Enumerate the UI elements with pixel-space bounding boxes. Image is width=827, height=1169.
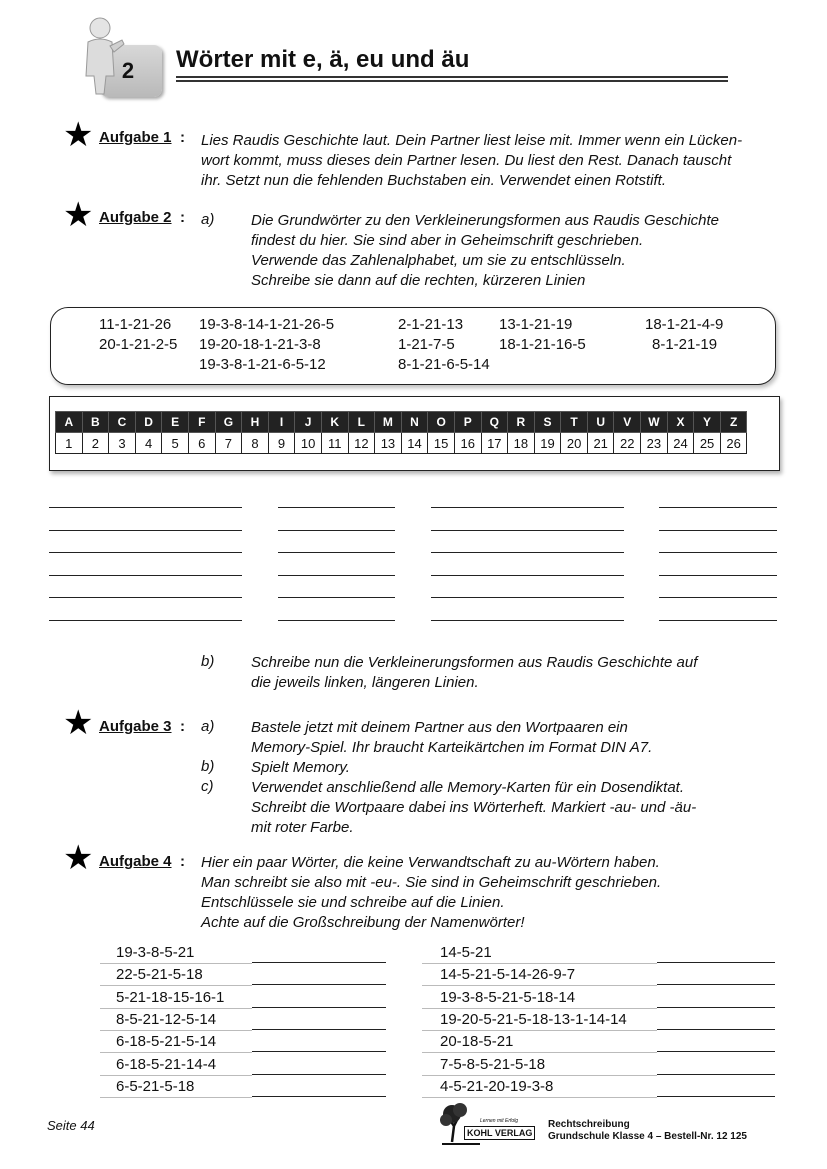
alphabet-letter: T xyxy=(561,412,588,433)
alphabet-letter: W xyxy=(641,412,668,433)
logo-tagline: Lernen mit Erfolg xyxy=(480,1118,519,1124)
code-word: 7-5-8-5-21-5-18 xyxy=(440,1055,546,1073)
code-word: 14-5-21 xyxy=(440,944,492,961)
alphabet-letter: O xyxy=(428,412,455,433)
row-separator xyxy=(100,1008,252,1009)
alphabet-number: 9 xyxy=(268,433,295,454)
task-label-colon: : xyxy=(180,129,185,146)
page-title: Wörter mit e, ä, eu und äu xyxy=(176,46,470,73)
answer-line[interactable] xyxy=(252,1051,386,1052)
answer-line[interactable] xyxy=(49,552,242,553)
alphabet-letter: L xyxy=(348,412,375,433)
alphabet-letter: G xyxy=(215,412,242,433)
title-underline xyxy=(176,80,728,82)
answer-line[interactable] xyxy=(431,507,624,508)
task-label-colon: : xyxy=(180,718,185,735)
alphabet-number: 17 xyxy=(481,433,508,454)
alphabet-number: 15 xyxy=(428,433,455,454)
answer-line[interactable] xyxy=(278,620,395,621)
alphabet-letter: I xyxy=(268,412,295,433)
alphabet-number: 24 xyxy=(667,433,694,454)
alphabet-number: 7 xyxy=(215,433,242,454)
alphabet-number: 14 xyxy=(401,433,428,454)
answer-line[interactable] xyxy=(252,1074,386,1075)
answer-line[interactable] xyxy=(49,530,242,531)
alphabet-letter: K xyxy=(321,412,348,433)
answer-line[interactable] xyxy=(657,1007,775,1008)
code-word: 19-3-8-1-21-6-5-12 xyxy=(199,356,326,373)
answer-line[interactable] xyxy=(659,597,777,598)
row-separator xyxy=(100,1030,252,1031)
answer-line[interactable] xyxy=(659,620,777,621)
alphabet-number: 3 xyxy=(109,433,136,454)
answer-line[interactable] xyxy=(431,575,624,576)
code-word: 13-1-21-19 xyxy=(499,316,573,333)
alphabet-number: 4 xyxy=(135,433,162,454)
answer-line[interactable] xyxy=(49,575,242,576)
star-icon: ★ xyxy=(63,196,94,234)
code-word: 18-1-21-4-9 xyxy=(645,316,724,333)
task-label: Aufgabe 4 xyxy=(99,853,172,870)
alphabet-number: 2 xyxy=(82,433,109,454)
alphabet-letter: D xyxy=(135,412,162,433)
answer-line[interactable] xyxy=(252,984,386,985)
sub-marker: b) xyxy=(201,758,215,775)
code-word: 19-20-18-1-21-3-8 xyxy=(199,336,321,353)
answer-line[interactable] xyxy=(657,962,775,963)
logo-name: KOHL VERLAG xyxy=(464,1126,535,1140)
alphabet-number: 10 xyxy=(295,433,322,454)
answer-line[interactable] xyxy=(49,620,242,621)
alphabet-letter: J xyxy=(295,412,322,433)
code-word: 19-3-8-5-21 xyxy=(116,944,195,961)
alphabet-number: 11 xyxy=(321,433,348,454)
answer-line[interactable] xyxy=(252,1007,386,1008)
answer-line[interactable] xyxy=(49,597,242,598)
row-separator xyxy=(422,1097,657,1098)
alphabet-number: 12 xyxy=(348,433,375,454)
sub-marker: b) xyxy=(201,653,215,670)
code-word: 19-20-5-21-5-18-13-1-14-14 xyxy=(440,1010,627,1028)
answer-line[interactable] xyxy=(278,552,395,553)
alphabet-number: 8 xyxy=(242,433,269,454)
task-label: Aufgabe 2 xyxy=(99,209,172,226)
alphabet-letter: F xyxy=(188,412,215,433)
answer-line[interactable] xyxy=(659,552,777,553)
number-alphabet-table xyxy=(55,411,747,454)
footer-order: Grundschule Klasse 4 – Bestell-Nr. 12 125 xyxy=(548,1131,747,1142)
row-separator xyxy=(100,1052,252,1053)
code-word: 6-5-21-5-18 xyxy=(116,1077,195,1095)
sub-marker: c) xyxy=(201,778,214,795)
answer-line[interactable] xyxy=(657,1051,775,1052)
row-separator xyxy=(422,1052,657,1053)
code-word: 11-1-21-26 xyxy=(99,316,172,333)
figure-icon xyxy=(78,16,128,98)
star-icon: ★ xyxy=(63,116,94,154)
alphabet-number: 19 xyxy=(534,433,561,454)
alphabet-number: 26 xyxy=(720,433,747,454)
alphabet-number: 13 xyxy=(375,433,402,454)
answer-line[interactable] xyxy=(657,1074,775,1075)
row-separator xyxy=(100,963,252,964)
code-word: 19-3-8-5-21-5-18-14 xyxy=(440,988,576,1006)
alphabet-letter: X xyxy=(667,412,694,433)
code-word: 1-21-7-5 xyxy=(398,336,455,353)
code-word: 8-5-21-12-5-14 xyxy=(116,1010,217,1028)
star-icon: ★ xyxy=(63,704,94,742)
alphabet-letter: H xyxy=(242,412,269,433)
code-word: 2-1-21-13 xyxy=(398,316,464,333)
row-separator xyxy=(422,1030,657,1031)
star-icon: ★ xyxy=(63,839,94,877)
sub-marker: a) xyxy=(201,718,215,735)
answer-line[interactable] xyxy=(278,597,395,598)
code-word: 5-21-18-15-16-1 xyxy=(116,988,225,1006)
answer-line[interactable] xyxy=(431,597,624,598)
alphabet-letter: M xyxy=(375,412,402,433)
code-word: 18-1-21-16-5 xyxy=(499,336,586,353)
code-word: 19-3-8-14-1-21-26-5 xyxy=(199,316,335,333)
task-label: Aufgabe 3 xyxy=(99,718,172,735)
code-word: 6-18-5-21-14-4 xyxy=(116,1055,217,1073)
answer-line[interactable] xyxy=(431,552,624,553)
chapter-number: 2 xyxy=(121,58,135,83)
alphabet-letter: C xyxy=(109,412,136,433)
code-word: 20-1-21-2-5 xyxy=(99,336,178,353)
row-separator xyxy=(100,1075,252,1076)
footer-info xyxy=(548,1119,747,1143)
code-word: 14-5-21-5-14-26-9-7 xyxy=(440,966,576,984)
row-separator xyxy=(422,1008,657,1009)
task-text: Bastele jetzt mit deinem Partner aus den Wortpaaren ein Memory-Spiel. Ihr braucht Karteikärtchen im Format DIN A7. xyxy=(251,719,653,756)
sub-marker: a) xyxy=(201,211,215,228)
alphabet-number: 16 xyxy=(454,433,481,454)
alphabet-letter: Y xyxy=(694,412,721,433)
code-word: 4-5-21-20-19-3-8 xyxy=(440,1077,554,1095)
title-underline xyxy=(176,76,728,78)
answer-line[interactable] xyxy=(278,575,395,576)
answer-line[interactable] xyxy=(431,530,624,531)
alphabet-letter: P xyxy=(454,412,481,433)
answer-line[interactable] xyxy=(657,1096,775,1097)
code-word: 20-18-5-21 xyxy=(440,1033,514,1051)
alphabet-number: 6 xyxy=(188,433,215,454)
answer-line[interactable] xyxy=(657,1029,775,1030)
page-number: Seite 44 xyxy=(47,1118,95,1133)
task-label: Aufgabe 1 xyxy=(99,129,172,146)
task-label-colon: : xyxy=(180,853,185,870)
alphabet-number: 20 xyxy=(561,433,588,454)
alphabet-number: 25 xyxy=(694,433,721,454)
alphabet-letter: B xyxy=(82,412,109,433)
alphabet-letter: S xyxy=(534,412,561,433)
alphabet-letter: A xyxy=(56,412,83,433)
answer-line[interactable] xyxy=(659,507,777,508)
answer-line[interactable] xyxy=(278,507,395,508)
answer-line[interactable] xyxy=(278,530,395,531)
alphabet-letter: N xyxy=(401,412,428,433)
alphabet-number: 21 xyxy=(587,433,614,454)
alphabet-letter: Q xyxy=(481,412,508,433)
answer-line[interactable] xyxy=(252,1096,386,1097)
task-text: Spielt Memory. xyxy=(251,759,350,776)
task-text: Verwendet anschließend alle Memory-Karten für ein Dosendiktat. Schreibt die Wortpaare dabei ins Wörterheft. Markiert -au- und -äu- mit roter Farbe. xyxy=(251,779,697,836)
answer-line[interactable] xyxy=(659,530,777,531)
task-label-colon: : xyxy=(180,209,185,226)
answer-line[interactable] xyxy=(657,984,775,985)
footer-subject: Rechtschreibung xyxy=(548,1119,630,1130)
answer-line[interactable] xyxy=(49,507,242,508)
code-word: 8-1-21-6-5-14 xyxy=(398,356,490,373)
row-separator xyxy=(422,985,657,986)
code-word: 22-5-21-5-18 xyxy=(116,966,203,984)
answer-line[interactable] xyxy=(431,620,624,621)
alphabet-number: 22 xyxy=(614,433,641,454)
answer-line[interactable] xyxy=(252,1029,386,1030)
row-separator xyxy=(100,1097,252,1098)
alphabet-number: 23 xyxy=(641,433,668,454)
row-separator xyxy=(422,1075,657,1076)
row-separator xyxy=(100,985,252,986)
answer-line[interactable] xyxy=(659,575,777,576)
answer-line[interactable] xyxy=(252,962,386,963)
alphabet-letter: R xyxy=(508,412,535,433)
alphabet-number: 1 xyxy=(56,433,83,454)
alphabet-number: 18 xyxy=(508,433,535,454)
row-separator xyxy=(422,963,657,964)
alphabet-number: 5 xyxy=(162,433,189,454)
task-text: Schreibe nun die Verkleinerungsformen aus Raudis Geschichte auf die jeweils linken, längeren Linien. xyxy=(251,654,698,691)
code-word: 8-1-21-19 xyxy=(652,336,718,353)
alphabet-letter: V xyxy=(614,412,641,433)
alphabet-letter: E xyxy=(162,412,189,433)
task-text: Lies Raudis Geschichte laut. Dein Partner liest leise mit. Immer wenn ein Lücken- wort kommt, muss dieses dein Partner lesen. Du liest den Rest. Danach tauscht ihr. Setzt nun die fehlenden Buchstaben ein. Verwendet einen Rotstift. xyxy=(201,132,743,189)
alphabet-letter: U xyxy=(587,412,614,433)
task-text: Hier ein paar Wörter, die keine Verwandtschaft zu au-Wörtern haben. Man schreibt sie also mit -eu-. Sie sind in Geheimschrift geschrieben. Entschlüssele sie und schreibe auf die Linien. Achte auf die Großschreibung der Namenwörter! xyxy=(201,854,662,931)
task-text: Die Grundwörter zu den Verkleinerungsformen aus Raudis Geschichte findest du hier. Sie sind aber in Geheimschrift geschrieben. Verwende das Zahlenalphabet, um sie zu entschlüsseln. Schreibe sie dann auf die rechten, kürzeren Linien xyxy=(251,212,720,289)
code-word: 6-18-5-21-5-14 xyxy=(116,1033,217,1051)
alphabet-letter: Z xyxy=(720,412,747,433)
